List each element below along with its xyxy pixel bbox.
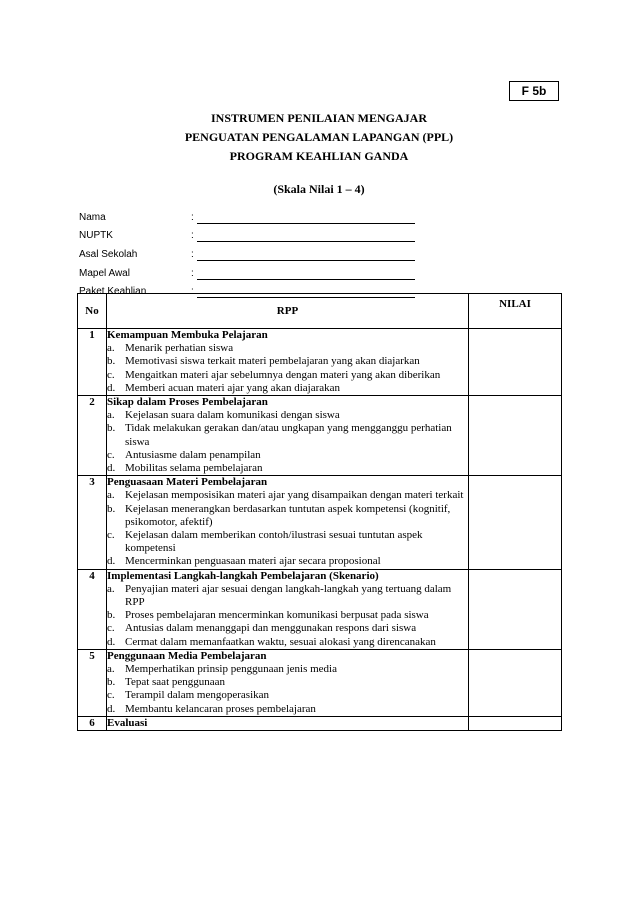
item-letter: d. [107,555,116,568]
criterion-number: 5 [78,649,107,716]
item-text: Penyajian materi ajar sesuai dengan langkah-langkah yang tertuang dalam RPP [125,582,452,609]
list-item [107,663,468,676]
criterion-cell [107,396,469,476]
item-text: Antusias dalam menanggapi dan menggunakan respons dari siswa [125,622,417,635]
criterion-cell [107,569,469,649]
list-item [107,369,468,382]
list-item [107,583,468,609]
item-text: Memberi acuan materi ajar yang akan diajarakan [125,381,340,394]
criterion-cell [107,476,469,569]
criterion-cell [107,329,469,396]
item-letter: c. [107,448,115,461]
field-asal-sekolah [79,245,499,264]
item-text: Memotivasi siswa terkait materi pembelajaran yang akan diajarkan [125,355,420,368]
score-cell[interactable] [469,716,562,730]
criterion-number: 2 [78,396,107,476]
item-letter: b. [107,609,116,622]
criterion-title: Penguasaan Materi Pembelajaran [107,476,268,489]
item-letter: a. [107,342,115,355]
item-text: Kejelasan memposisikan materi ajar yang disampaikan dengan materi terkait [125,489,464,502]
item-text: Kejelasan suara dalam komunikasi dengan siswa [125,409,340,422]
item-letter: c. [107,622,115,635]
header-no: No [78,294,107,329]
item-text: Proses pembelajaran mencerminkan komunikasi berpusat pada siswa [125,609,429,622]
score-cell[interactable] [469,649,562,716]
item-letter: c. [107,368,115,381]
assessment-table [77,293,562,731]
score-cell[interactable] [469,569,562,649]
field-fill-line[interactable] [197,231,415,242]
item-text: Tidak melakukan gerakan dan/atau ungkapan yang mengganggu perhatian siswa [125,422,452,448]
identity-fields [79,208,499,301]
field-nama [79,208,499,227]
field-separator: : [191,248,194,260]
criterion-number: 6 [78,716,107,730]
item-letter: a. [107,582,115,595]
list-item [107,636,468,649]
item-letter: b. [107,676,116,689]
score-cell[interactable] [469,396,562,476]
criterion-title: Penggunaan Media Pembelajaran [107,649,267,662]
item-text: Terampil dalam mengoperasikan [125,689,270,702]
field-label: Mapel Awal [79,267,130,279]
title-line-1: INSTRUMEN PENILAIAN MENGAJAR [210,111,427,125]
item-text: Menarik perhatian siswa [125,342,234,355]
table-row [78,396,562,476]
item-text: Cermat dalam memanfaatkan waktu, sesuai alokasi yang direncanakan [125,635,436,648]
item-letter: d. [107,635,116,648]
list-item [107,503,468,529]
item-text: Kejelasan dalam memberikan contoh/ilustrasi sesuai tuntutan aspek kompetensi [125,529,423,555]
field-separator: : [191,211,194,223]
field-label: NUPTK [79,230,113,242]
score-cell[interactable] [469,329,562,396]
list-item [107,355,468,368]
table-row [78,649,562,716]
item-letter: a. [107,409,115,422]
list-item [107,342,468,355]
field-mapel-awal [79,264,499,283]
list-item [107,449,468,462]
item-letter: d. [107,462,116,475]
criterion-number: 3 [78,476,107,569]
item-letter: c. [107,689,115,702]
item-text: Antusiasme dalam penampilan [125,448,261,461]
item-letter: b. [107,355,116,368]
item-letter: b. [107,502,116,515]
item-letter: b. [107,422,116,435]
field-label: Nama [79,211,106,223]
field-fill-line[interactable] [197,250,415,261]
field-fill-line[interactable] [197,269,415,280]
field-separator: : [191,286,194,298]
score-scale-note: (Skala Nilai 1 – 4) [273,182,365,196]
list-item [107,382,468,395]
criterion-title: Implementasi Langkah-langkah Pembelajaran (Skenario) [107,569,379,582]
field-label: Paket Keahlian [79,286,147,298]
field-fill-line[interactable] [197,213,415,224]
item-text: Mobilitas selama pembelajaran [125,462,263,475]
criterion-cell [107,649,469,716]
criterion-title: Evaluasi [107,716,148,729]
item-text: Kejelasan menerangkan berdasarkan tuntutan aspek kompetensi (kognitif, psikomotor, afektif) [125,502,451,528]
list-item [107,462,468,475]
item-text: Membantu kelancaran proses pembelajaran [125,702,316,715]
list-item [107,676,468,689]
header-nilai: NILAI [469,294,562,329]
score-cell[interactable] [469,476,562,569]
field-separator: : [191,230,194,242]
list-item [107,409,468,422]
table-row [78,329,562,396]
list-item [107,703,468,716]
item-letter: d. [107,702,116,715]
table-row [78,569,562,649]
title-line-2: PENGUATAN PENGALAMAN LAPANGAN (PPL) [184,130,454,144]
criterion-title: Kemampuan Membuka Pelajaran [107,329,268,341]
criterion-number: 1 [78,329,107,396]
item-text: Mengaitkan materi ajar sebelumnya dengan materi yang akan diberikan [125,368,441,381]
item-text: Mencerminkan penguasaan materi ajar secara proposional [125,555,381,568]
item-letter: a. [107,489,115,502]
item-text: Memperhatikan prinsip penggunaan jenis media [125,663,337,676]
field-label: Asal Sekolah [79,248,138,260]
item-letter: c. [107,529,115,542]
field-separator: : [191,267,194,279]
list-item [107,529,468,555]
title-line-3: PROGRAM KEAHLIAN GANDA [229,149,409,163]
table-header-row [78,294,562,329]
list-item [107,422,468,448]
header-rpp: RPP [107,294,469,329]
list-item [107,609,468,622]
criterion-number: 4 [78,569,107,649]
document-title-block [100,109,538,166]
criterion-cell [107,716,469,730]
item-letter: d. [107,381,116,394]
list-item [107,689,468,702]
list-item [107,555,468,568]
form-code-box: F 5b [509,81,559,101]
field-nuptk [79,227,499,246]
list-item [107,489,468,502]
item-letter: a. [107,663,115,676]
criterion-title: Sikap dalam Proses Pembelajaran [107,396,268,409]
list-item [107,622,468,635]
item-text: Tepat saat penggunaan [125,676,226,689]
table-row [78,716,562,730]
table-row [78,476,562,569]
